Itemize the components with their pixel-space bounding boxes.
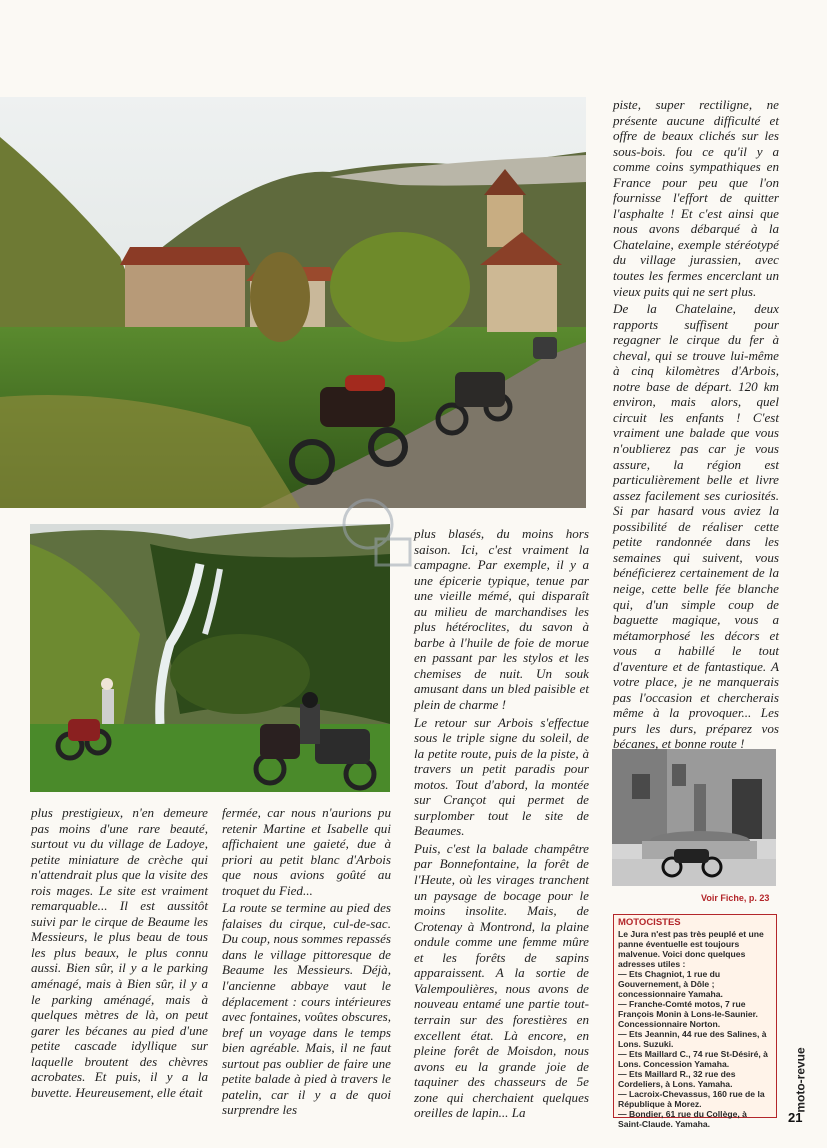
list-item: — Bondier, 61 rue du Collège, à Saint-Claude. Yamaha. xyxy=(618,1109,747,1129)
paragraph: plus prestigieux, n'en demeure pas moins d'une rare beauté, surtout vu du village de Ladoye, petite miniature de crèche qui n'attendrait plus que la visite des rois mages. Le site est vraiment remarquable... Il est aussitôt suivi par le cirque de Beaume les Messieurs, le plus beau de tous les plus beaux, le plus connu aussi. Bien sûr, il y a le parking aménagé, mais à Bien sûr, il y a le parking aménagé, mais à quelques mètres de là, on peut garer les bécanes au pied d'une petite cascade idyllique sur laquelle broutent des chèvres acrobates. Et puis, il y a la buvette. Heureusement, elle était xyxy=(31,805,208,1100)
article-column-center xyxy=(222,805,391,1118)
paragraph: fermée, car nous n'aurions pu retenir Martine et Isabelle qui affichaient une gaieté, due à priori au petit blanc d'Arbois que nous avions goûté au troquet du Fied... xyxy=(222,805,391,898)
article-column-top-right xyxy=(613,97,779,752)
motocistes-title: MOTOCISTES xyxy=(618,917,681,928)
list-item: — Ets Chagniot, 1 rue du Gouvernement, à Dôle ; concessionnaire Yamaha. xyxy=(618,969,723,999)
magazine-side-label xyxy=(786,1040,816,1120)
photo-caption: Voir Fiche, p. 23 xyxy=(701,893,770,903)
paragraph: plus blasés, du moins hors saison. Ici, c'est vraiment la campagne. Par exemple, il y a une épicerie typique, tenue par une vieille mémé, qui disparaît au milieu de marchandises les plus hétéroclites, du savon à barbe à l'huile de foie de morue en passant par les stylos et les chemises de nuit. Un souk amusant dans un bled paisible et plein de charme ! xyxy=(414,526,589,713)
photo-village-motorcycles xyxy=(0,97,586,508)
watermark-logo xyxy=(336,494,416,574)
motocistes-intro: Le Jura n'est pas très peuplé et une panne éventuelle est toujours malvenue. Voici donc quelques adresses utiles : xyxy=(618,929,764,969)
paragraph: La route se termine au pied des falaises du cirque, cul-de-sac. Du coup, nous sommes repassés dans le village pittoresque de Beaume les Messieurs. Déjà, l'ancienne abbaye vaut le déplacement : cours intérieures avec fontaines, voûtes obscures, bref un voyage dans le temps bien agréable. Mais, il ne faut surtout pas oublier de faire une petite balade à pied à travers le patelin, car il y a de quoi surprendre les xyxy=(222,900,391,1118)
paragraph: De la Chatelaine, deux rapports suffisent pour regagner le cirque du fer à cheval, qui se trouve lui-même à cinq kilomètres d'Arbois, notre base de départ. 120 km environ, mais alors, quel circuit les enfants ! C'est vraiment une balade que vous n'oublierez pas car je vous assure, la région est particulièrement belle et livre assez facilement ses curiosités. Si par hasard vous aviez la possibilité de réaliser cette petite randonnée dans les semaines qui suivent, vous bénéficierez certainement de la neige, cette belle fée blanche qui, d'un simple coup de baguette magique, vous a métamorphosé les décors et vous a habillé le tout d'aventure et de fantastique. A votre place, je ne manquerais pas l'occasion et chercherais même à la provoquer... Les purs les durs, préparez vos bécanes, et bonne route ! xyxy=(613,301,779,752)
article-column-left xyxy=(31,805,208,1100)
paragraph: piste, super rectiligne, ne présente aucune difficulté et offre de beaux clichés sur les sous-bois. fou ce qu'il y a comme coins sympathiques en France pour peu que l'on fournisse l'effort de quitter l'asphalte ! Et c'est ainsi que nous avons débarqué à la Chatelaine, exemple stéréotypé du village jurassien, avec toutes les fermes encerclant un vieux puits qui ne sert plus. xyxy=(613,97,779,299)
list-item: — Ets Maillard R., 32 rue des Cordeliers, à Lons. Yamaha. xyxy=(618,1069,736,1089)
paragraph: Le retour sur Arbois s'effectue sous le triple signe du soleil, de la petite route, puis de la piste, à travers un petit paradis pour motos. Tout d'abord, la montée sur Crançot qui permet de surplomber tout le site de Beaumes. xyxy=(414,714,589,839)
paragraph: Puis, c'est la balade champêtre par Bonnefontaine, la forêt de l'Heute, où les virages tranchent un paysage de bocage pour le moins insolite. Mais, de Crotenay à Montrond, la plaine ondule comme une femme mûre et les forêts de sapins apparaissent. A la sortie de Valempoulières, nous avons de nouveau entamé une partie tout-terrain sur des forestières en excellent état. Là encore, en pleine forêt de Moisdon, nous avons eu la grande joie de taquiner des chasseurs de 5e zone qui cherchaient quelques oreilles de lapin... La xyxy=(414,840,589,1121)
list-item: — Lacroix-Chevassus, 160 rue de la République à Morez. xyxy=(618,1089,765,1109)
motocistes-box xyxy=(613,914,777,1129)
list-item: — Ets Maillard C., 74 rue St-Désiré, à Lons. Concession Yamaha. xyxy=(618,1049,768,1069)
article-column-mid xyxy=(414,526,589,1121)
magazine-name: moto-revue xyxy=(794,1047,808,1113)
photo-village-square-bw xyxy=(612,749,776,886)
list-item: — Ets Jeannin, 44 rue des Salines, à Lons. Suzuki. xyxy=(618,1029,767,1049)
list-item: — Franche-Comté motos, 7 rue François Monin à Lons-le-Saunier. Concessionnaire Norton. xyxy=(618,999,758,1029)
page-number: 21 xyxy=(788,1110,803,1125)
